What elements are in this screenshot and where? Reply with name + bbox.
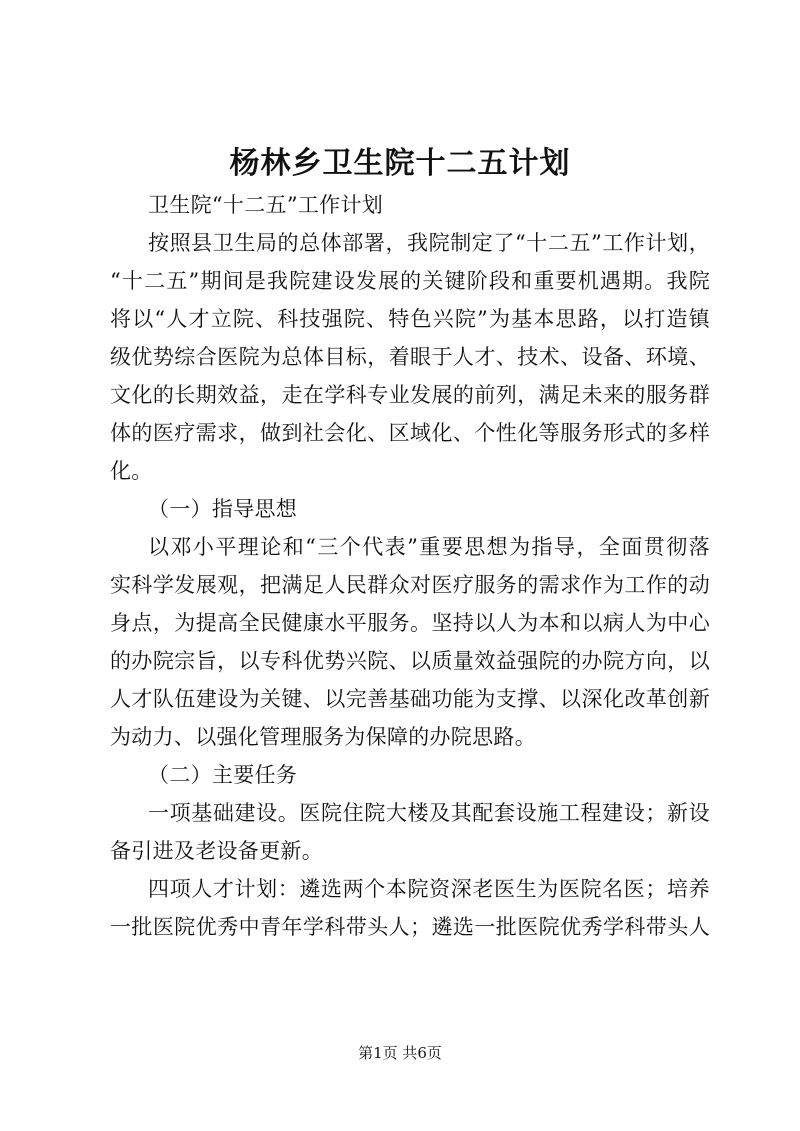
document-title: 杨林乡卫生院十二五计划 [229, 146, 571, 181]
paragraph-infrastructure [110, 794, 710, 870]
paragraph-line: 人才队伍建设为关键、以完善基础功能为支撑、以深化改革创新 [110, 687, 710, 711]
section-heading-guiding-ideology [110, 490, 710, 528]
paragraph-subtitle [110, 186, 710, 224]
section-heading: （二）主要任务 [148, 763, 298, 787]
paragraph-line: 的办院宗旨，以专科优势兴院、以质量效益强院的办院方向，以 [110, 649, 710, 673]
paragraph-line: 将以“人才立院、科技强院、特色兴院”为基本思路，以打造镇 [110, 307, 710, 331]
paragraph-line: 以邓小平理论和“三个代表”重要思想为指导，全面贯彻落 [148, 535, 710, 559]
paragraph-line: “十二五”期间是我院建设发展的关键阶段和重要机遇期。我院 [110, 269, 710, 293]
paragraph-line: 卫生院“十二五”工作计划 [148, 193, 384, 217]
paragraph-line: 身点，为提高全民健康水平服务。坚持以人为本和以病人为中心 [110, 611, 710, 635]
page-number-footer: 第1页 共6页 [358, 1044, 442, 1062]
paragraph-line: 化。 [110, 459, 153, 483]
paragraph-intro [110, 224, 710, 490]
paragraph-guiding-ideology [110, 528, 710, 756]
paragraph-line: 实科学发展观，把满足人民群众对医疗服务的需求作为工作的动 [110, 573, 710, 597]
paragraph-line: 四项人才计划：遴选两个本院资深老医生为医院名医；培养 [148, 877, 710, 901]
paragraph-line: 级优势综合医院为总体目标，着眼于人才、技术、设备、环境、 [110, 345, 710, 369]
paragraph-line: 备引进及老设备更新。 [110, 839, 323, 863]
section-heading-main-tasks [110, 756, 710, 794]
paragraph-line: 一项基础建设。医院住院大楼及其配套设施工程建设；新设 [148, 801, 710, 825]
paragraph-talent-plan [110, 870, 710, 946]
document-body [110, 186, 710, 946]
paragraph-line: 体的医疗需求，做到社会化、区域化、个性化等服务形式的多样 [110, 421, 710, 445]
paragraph-line: 按照县卫生局的总体部署，我院制定了“十二五”工作计划， [148, 231, 710, 255]
paragraph-line: 为动力、以强化管理服务为保障的办院思路。 [110, 725, 536, 749]
paragraph-line: 一批医院优秀中青年学科带头人；遴选一批医院优秀学科带头人 [110, 915, 710, 939]
paragraph-line: 文化的长期效益，走在学科专业发展的前列，满足未来的服务群 [110, 383, 710, 407]
section-heading: （一）指导思想 [148, 497, 298, 521]
